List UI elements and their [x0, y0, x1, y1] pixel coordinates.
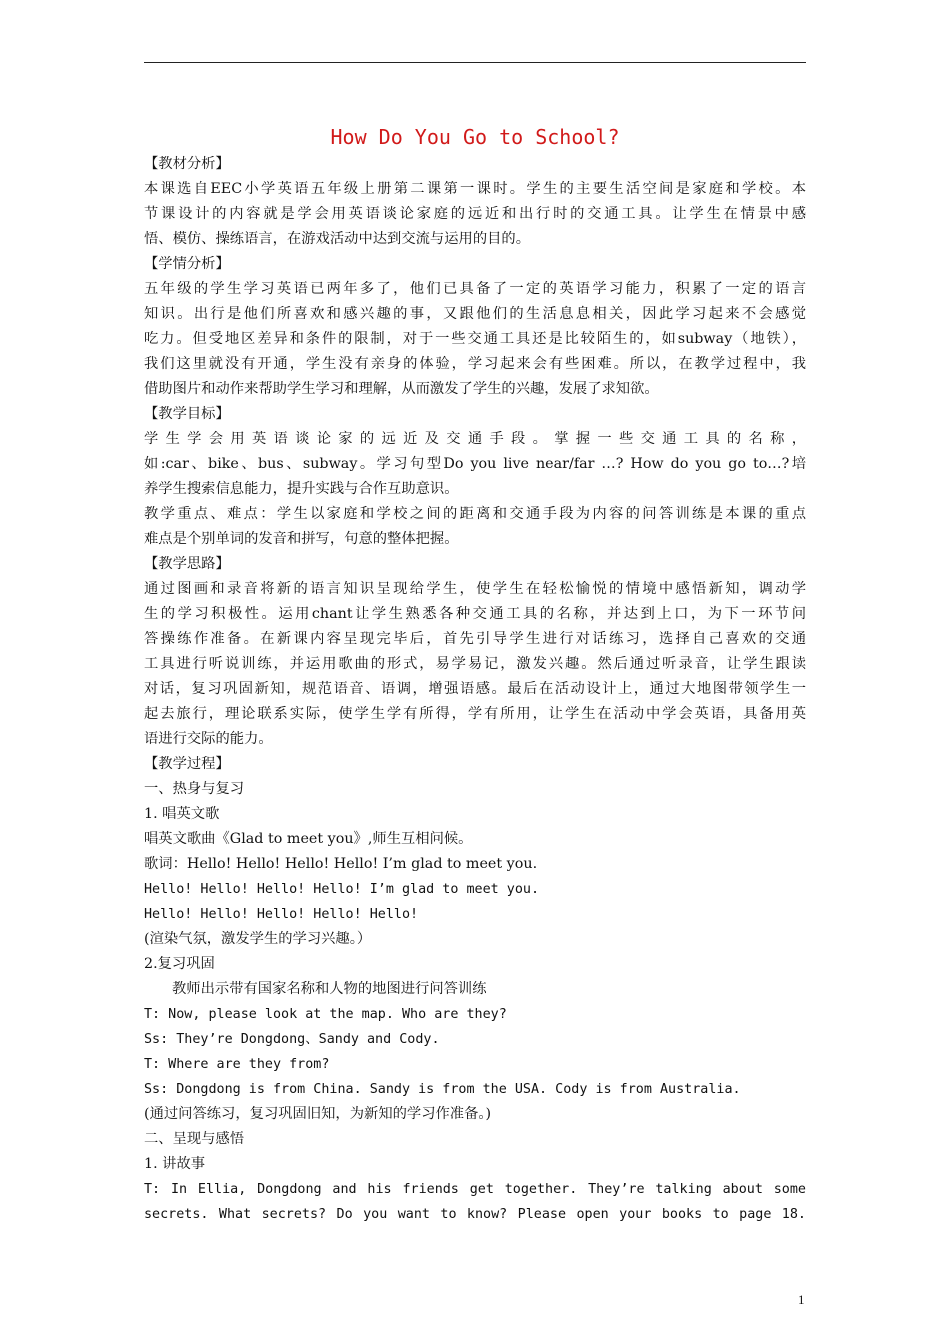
- text-line: 【教材分析】: [144, 156, 230, 172]
- text-lines: [144, 152, 806, 1227]
- document-body: [144, 122, 806, 1227]
- text-line: 【学情分析】: [144, 256, 230, 272]
- text-line: 借助图片和动作来帮助学生学习和理解，从而激发了学生的兴趣，发展了求知欲。: [144, 381, 659, 397]
- text-line: 二、呈现与感悟: [144, 1131, 245, 1147]
- text-line: (渲染气氛，激发学生的学习兴趣。）: [144, 931, 372, 947]
- text-line: 本课选自EEC小学英语五年级上册第二课第一课时。学生的主要生活空间是家庭和学校。本: [144, 181, 806, 197]
- document-title: How Do You Go to School?: [330, 125, 620, 149]
- text-line: 教师出示带有国家名称和人物的地图进行问答训练: [172, 981, 487, 997]
- text-line: 悟、模仿、操练语言，在游戏活动中达到交流与运用的目的。: [144, 231, 531, 247]
- text-line: 知识。出行是他们所喜欢和感兴趣的事，又跟他们的生活息息相关，因此学习起来不会感觉: [144, 306, 806, 322]
- page-number: 1: [798, 1292, 805, 1307]
- text-line: 工具进行听说训练，并运用歌曲的形式，易学易记，激发兴趣。然后通过听录音，让学生跟读: [144, 656, 806, 672]
- header-rule: [144, 62, 806, 63]
- text-line: 语进行交际的能力。: [144, 731, 273, 747]
- text-line: Hello! Hello! Hello! Hello! I’m glad to meet you.: [144, 882, 540, 897]
- text-line: 一、热身与复习: [144, 781, 245, 797]
- text-line: 难点是个别单词的发音和拼写，句意的整体把握。: [144, 531, 459, 547]
- text-line: 吃力。但受地区差异和条件的限制，对于一些交通工具还是比较陌生的，如subway（地铁），: [144, 331, 806, 347]
- text-line: 歌词：Hello! Hello! Hello! Hello! I’m glad to meet you.: [144, 856, 538, 872]
- text-line: Ss: Dongdong is from China. Sandy is from the USA. Cody is from Australia.: [144, 1082, 741, 1097]
- text-line: Ss: They’re Dongdong、Sandy and Cody.: [144, 1032, 440, 1047]
- text-line: 【教学思路】: [144, 556, 230, 572]
- text-line: 【教学目标】: [144, 406, 230, 422]
- text-line: 对话，复习巩固新知，规范语音、语调，增强语感。最后在活动设计上，通过大地图带领学生一: [144, 681, 806, 697]
- text-line: Hello! Hello! Hello! Hello! Hello!: [144, 907, 419, 922]
- text-line: 通过图画和录音将新的语言知识呈现给学生，使学生在轻松愉悦的情境中感悟新知，调动学: [144, 581, 806, 597]
- text-line: 1. 讲故事: [144, 1156, 206, 1172]
- text-line: T: Where are they from?: [144, 1057, 330, 1072]
- text-line: secrets. What secrets? Do you want to know? Please open your books to page 18.: [144, 1207, 806, 1222]
- text-line: 起去旅行，理论联系实际，使学生学有所得，学有所用，让学生在活动中学会英语，具备用英: [144, 706, 806, 722]
- text-line: 生的学习积极性。运用chant让学生熟悉各种交通工具的名称，并达到上口，为下一环节问: [144, 606, 806, 622]
- text-line: 我们这里就没有开通，学生没有亲身的体验，学习起来会有些困难。所以，在教学过程中，我: [144, 356, 806, 372]
- text-line: 学生学会用英语谈论家的远近及交通手段。掌握一些交通工具的名称，: [144, 431, 806, 447]
- text-line: T: In Ellia, Dongdong and his friends get together. They’re talking about some: [144, 1182, 806, 1197]
- text-line: 1. 唱英文歌: [144, 806, 220, 822]
- text-line: 2.复习巩固: [144, 956, 215, 972]
- text-line: 唱英文歌曲《Glad to meet you》,师生互相问候。: [144, 831, 473, 847]
- text-line: 教学重点、难点：学生以家庭和学校之间的距离和交通手段为内容的问答训练是本课的重点: [144, 506, 806, 522]
- text-line: 【教学过程】: [144, 756, 230, 772]
- text-line: 答操练作准备。在新课内容呈现完毕后，首先引导学生进行对话练习，选择自己喜欢的交通: [144, 631, 806, 647]
- text-line: (通过问答练习，复习巩固旧知，为新知的学习作准备。): [144, 1106, 492, 1122]
- text-line: 五年级的学生学习英语已两年多了，他们已具备了一定的英语学习能力，积累了一定的语言: [144, 281, 806, 297]
- text-line: 养学生搜索信息能力，提升实践与合作互助意识。: [144, 481, 459, 497]
- text-line: 节课设计的内容就是学会用英语谈论家庭的远近和出行时的交通工具。让学生在情景中感: [144, 206, 806, 222]
- text-line: 如:car、bike、bus、subway。学习句型Do you live near/far …? How do you go to…?培: [144, 456, 806, 472]
- text-line: T: Now, please look at the map. Who are they?: [144, 1007, 507, 1022]
